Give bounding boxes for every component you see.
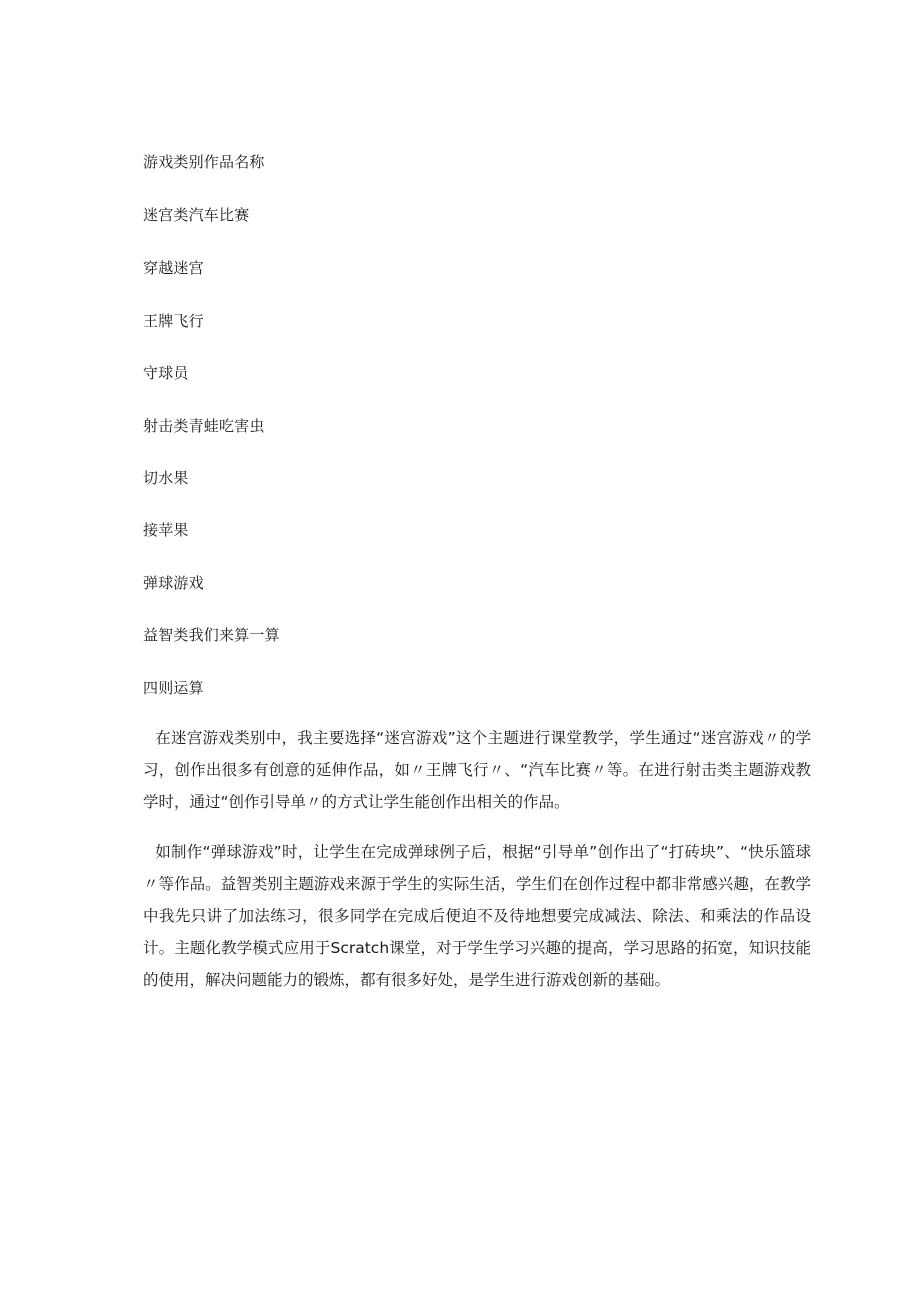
list-item: 益智类我们来算一算 xyxy=(143,626,280,644)
list-item: 穿越迷宫 xyxy=(143,259,204,277)
list-item-header: 游戏类别作品名称 xyxy=(143,153,265,171)
list-item: 迷宫类汽车比赛 xyxy=(143,206,250,224)
body-paragraph xyxy=(143,836,811,996)
list-item: 守球员 xyxy=(143,364,189,382)
list-item: 弹球游戏 xyxy=(143,574,204,592)
list-item: 射击类青蛙吃害虫 xyxy=(143,417,265,435)
list-item: 接苹果 xyxy=(143,521,189,539)
paragraph-text: 如制作“弹球游戏”时，让学生在完成弹球例子后，根据“引导单”创作出了“打砖块”、“快乐篮球〃等作品。益智类别主题游戏来源于学生的实际生活，学生们在创作过程中都非常感兴趣，在教学中我先只讲了加法练习，很多同学在完成后便迫不及待地想要完成减法、除法、和乘法的作品设计。主题化教学模式应用于Scratch课堂，对于学生学习兴趣的提高，学习思路的拓宽，知识技能的使用，解决问题能力的锻炼，都有很多好处，是学生进行游戏创新的基础。 xyxy=(143,843,811,989)
paragraph-text: 在迷宫游戏类别中，我主要选择“迷宫游戏”这个主题进行课堂教学，学生通过“迷宫游戏〃的学习，创作出很多有创意的延伸作品，如〃王牌飞行〃、“汽车比赛〃等。在进行射击类主题游戏教学时，通过“创作引导单〃的方式让学生能创作出相关的作品。 xyxy=(143,729,811,811)
list-item: 四则运算 xyxy=(143,679,204,697)
body-paragraph xyxy=(143,722,811,818)
list-item: 切水果 xyxy=(143,469,189,487)
list-item: 王牌飞行 xyxy=(143,312,204,330)
